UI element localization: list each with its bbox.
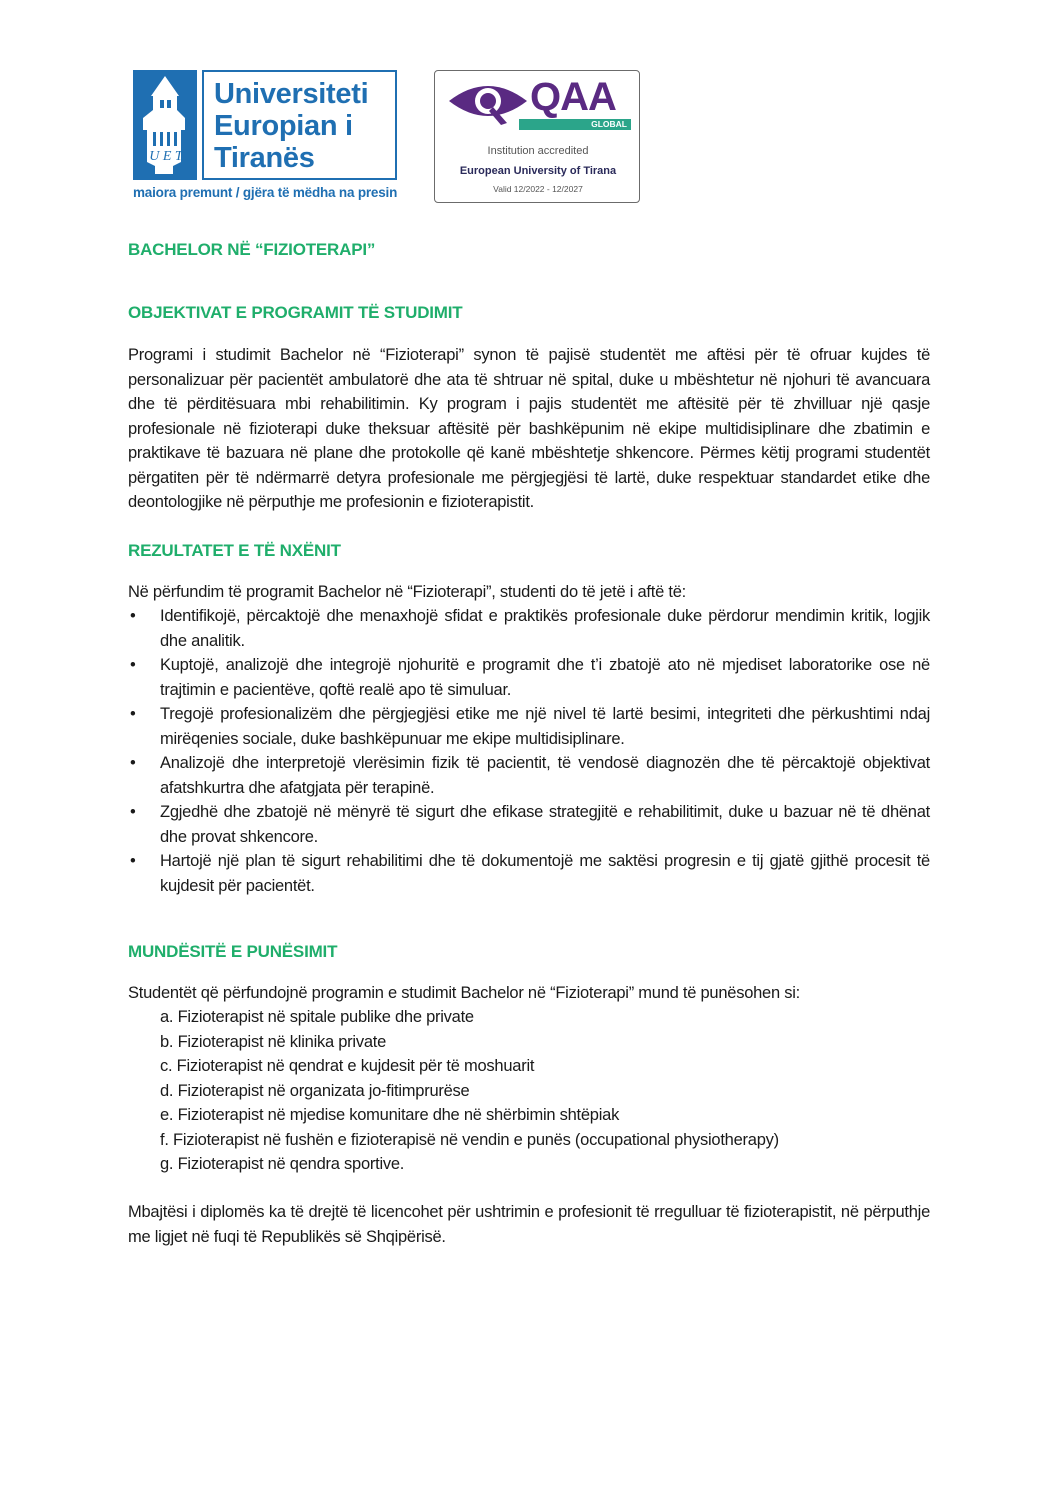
qaa-eye-icon (447, 77, 529, 142)
university-motto: maiora premunt / gjëra të mëdha na presin (133, 185, 398, 200)
list-item-text: Tregojë profesionalizëm dhe përgjegjësi etike me një nivel të lartë besimi, integriteti dhe përkushtimi ndaj mirëqenies sociale, duke bashkëpunuar me ekipe multidisiplinare. (160, 705, 930, 748)
list-item: f. Fizioterapist në fushën e fizioterapisë në vendin e punës (occupational physiotherapy) (160, 1130, 779, 1149)
list-item (128, 849, 930, 898)
outcomes-list (128, 604, 930, 898)
list-item-text: Hartojë një plan të sigurt rehabilitimi dhe të dokumentojë me saktësi progresin e tij gjatë gjithë procesit të kujdesit për pacientët. (160, 852, 930, 895)
list-item (128, 800, 930, 849)
university-name: Universiteti Europian i Tiranës (214, 78, 369, 174)
university-emblem-icon (133, 70, 197, 180)
list-item: g. Fizioterapist në qendra sportive. (160, 1155, 405, 1173)
qaa-institution-name: European University of Tirana (459, 165, 617, 177)
list-item (128, 653, 930, 702)
university-logo (133, 70, 399, 204)
bullet-icon: • (130, 656, 136, 674)
list-item-text: Kuptojë, analizojë dhe integrojë njohuritë e programit dhe t’i zbatojë ato në mjediset laboratorike ose në trajtimin e pacientëve, qoftë realë apo të simuluar. (160, 656, 930, 699)
outcomes-intro: Në përfundim të programit Bachelor në “Fizioterapi”, studenti do të jetë i aftë të: (128, 583, 686, 601)
list-item (128, 702, 930, 751)
qaa-global-label: GLOBAL (591, 119, 627, 129)
svg-text:U E T: U E T (149, 149, 183, 164)
list-item: b. Fizioterapist në klinika private (160, 1032, 387, 1051)
outcomes-heading: REZULTATET E TË NXËNIT (128, 541, 341, 560)
objectives-text: Programi i studimit Bachelor në “Fizioterapi” synon të pajisë studentët me aftësi për të ofruar kujdes të personalizuar për pacientët ambulatorë dhe ata të shtruar në spital, duke u mbështetur në njohuri të avancuara dhe të përditësuara mbi rehabilitimin. Ky program i pajis studentët me aftësitë për të zhvilluar një qasje profesionale në fizioterapi duke theksuar aftësitë për bashkëpunim në ekipe multidisiplinare dhe zbatimin e praktikave të bazuara në plane dhe protokolle që kanë mbështetje shkencore. Përmes këtij programi studentët përgatiten për të ndërmarrë detyra profesionale me përgjegjësi të lartë, duke respektuar standardet etike dhe deontologjike në përputhje me profesionin e fizioterapistit. (128, 346, 930, 511)
list-item: c. Fizioterapist në qendrat e kujdesit për të moshuarit (160, 1057, 535, 1075)
list-item: d. Fizioterapist në organizata jo-fitimprurëse (160, 1081, 470, 1100)
list-item (128, 604, 930, 653)
bullet-icon: • (130, 754, 136, 772)
list-item: e. Fizioterapist në mjedise komunitare dhe në shërbimin shtëpiak (160, 1106, 620, 1124)
list-item-text: Identifikojë, përcaktojë dhe menaxhojë sfidat e praktikës profesionale duke përdorur mendimin kritik, logjik dhe analitik. (160, 607, 930, 650)
qaa-logo-text: QAA (530, 75, 616, 119)
employment-heading: MUNDËSITË E PUNËSIMIT (128, 942, 338, 961)
list-item-text: Zgjedhë dhe zbatojë në mënyrë të sigurt dhe efikase strategjitë e rehabilitimit, duke u bazuar në të dhënat dhe provat shkencore. (160, 803, 930, 846)
university-name-box (202, 70, 397, 180)
objectives-heading: OBJEKTIVAT E PROGRAMIT TË STUDIMIT (128, 303, 463, 322)
bullet-icon: • (130, 852, 136, 870)
list-item (128, 751, 930, 800)
qaa-accreditation-badge (434, 70, 640, 203)
employment-closing: Mbajtësi i diplomës ka të drejtë të licencohet për ushtrimin e profesionit të rregulluar të fizioterapistit, në përputhje me ligjet në fuqi të Republikës së Shqipërisë. (128, 1203, 930, 1246)
qaa-accredited-text: Institution accredited (487, 145, 589, 157)
employment-intro: Studentët që përfundojnë programin e studimit Bachelor në “Fizioterapi” mund të punësohen si: (128, 984, 800, 1002)
document-title: BACHELOR NË “FIZIOTERAPI” (128, 240, 376, 259)
bullet-icon: • (130, 803, 136, 821)
bullet-icon: • (130, 607, 136, 625)
list-item-text: Analizojë dhe interpretojë vlerësimin fizik të pacientit, të vendosë diagnozën dhe të përcaktojë objektivat afatshkurtra dhe afatgjata për terapinë. (160, 754, 930, 797)
list-item: a. Fizioterapist në spitale publike dhe private (160, 1008, 474, 1026)
qaa-validity: Valid 12/2022 - 12/2027 (493, 184, 583, 194)
employment-list (160, 1005, 930, 1177)
bullet-icon: • (130, 705, 136, 723)
